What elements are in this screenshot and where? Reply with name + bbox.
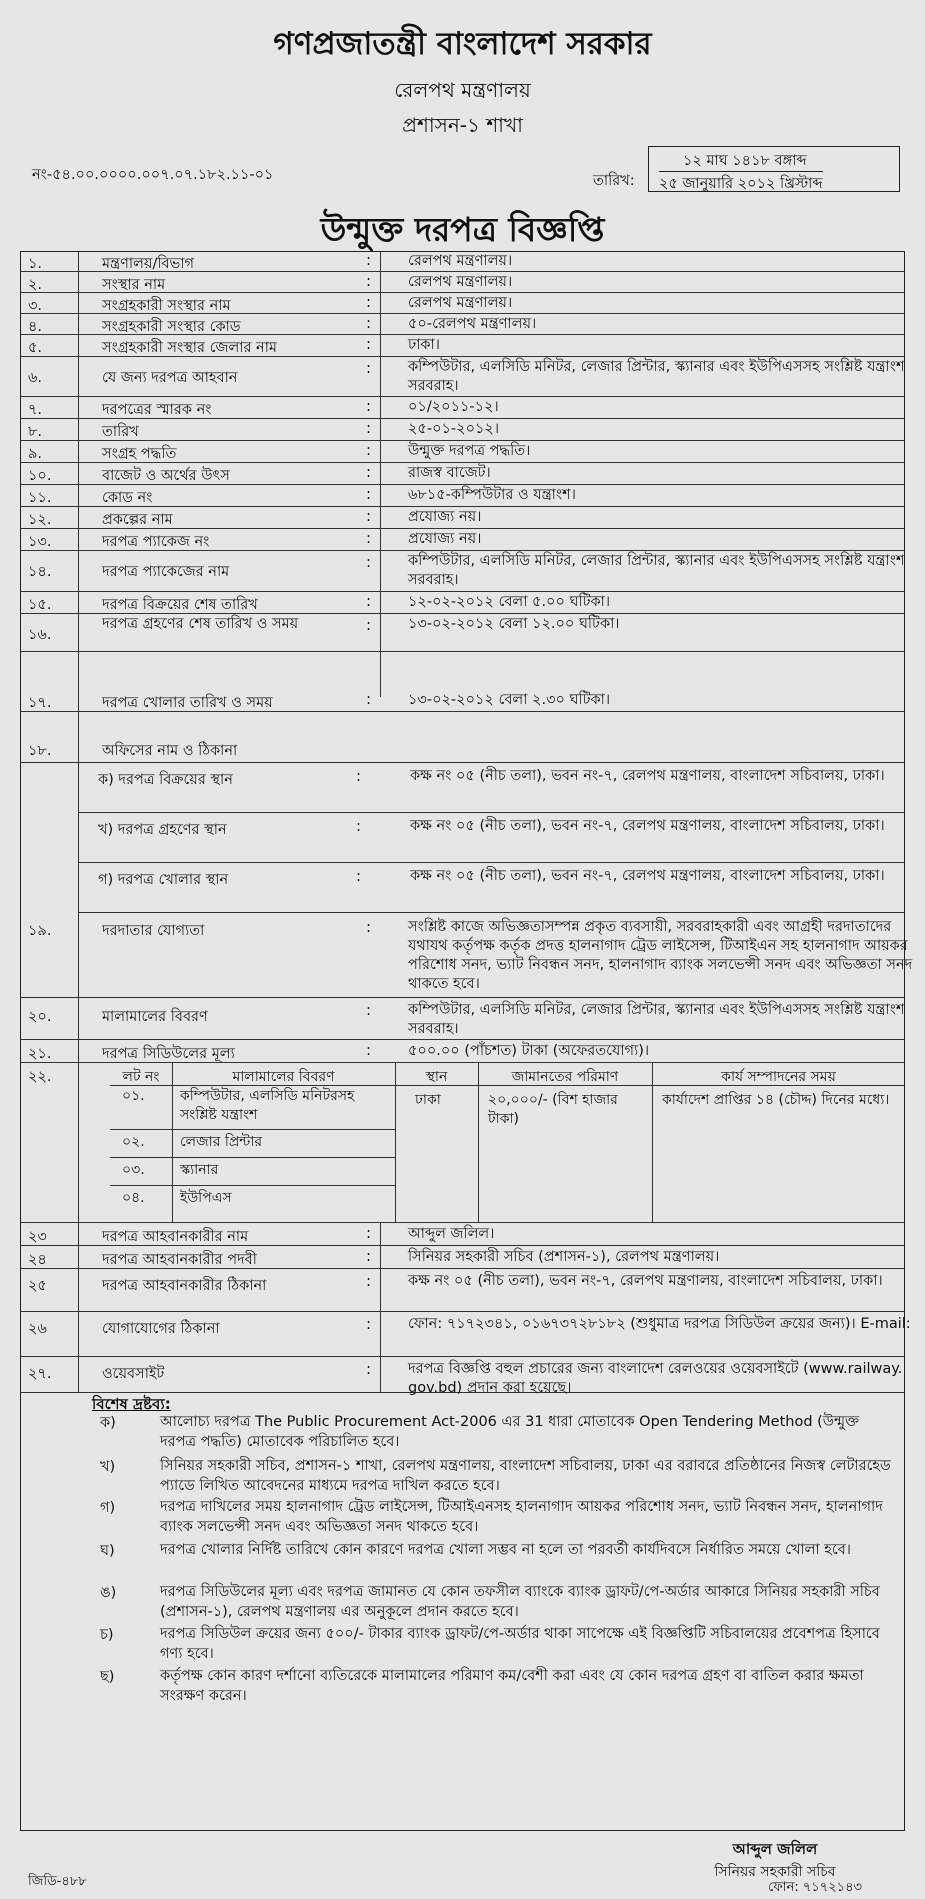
ministry-name: রেলপথ মন্ত্রণালয় bbox=[394, 78, 531, 102]
row-value: ৫০০.০০ (পাঁচশত) টাকা (অফেরতযোগ্য)। bbox=[408, 1043, 650, 1059]
office-item bbox=[78, 863, 905, 913]
row-colon: : bbox=[366, 335, 372, 353]
row-number: ১৭. bbox=[28, 695, 52, 711]
row-number: ১৬. bbox=[28, 627, 52, 643]
table-row bbox=[20, 1246, 905, 1269]
lots-time: কার্যাদেশ প্রাপ্তির ১৪ (চৌদ্দ) দিনের মধ্যে। bbox=[662, 1092, 890, 1108]
row-value: ফোন: ৭১৭২৩৪১, ০১৬৭৩৭২৮১৮২ (শুধুমাত্র দরপত্র সিডিউল ক্রয়ের জন্য)। E-mail: bbox=[408, 1316, 911, 1332]
row-colon: : bbox=[366, 293, 372, 311]
signature-name: আব্দুল জলিল bbox=[732, 1840, 818, 1858]
lot-number: ০৩. bbox=[122, 1162, 145, 1178]
row-number: ১২. bbox=[28, 512, 52, 528]
row-label: যোগাযোগের ঠিকানা bbox=[102, 1321, 220, 1337]
row-value: আব্দুল জলিল। bbox=[408, 1226, 495, 1242]
row-value: ০১/২০১১-১২। bbox=[408, 399, 499, 415]
row-colon: : bbox=[366, 1360, 372, 1378]
table-row bbox=[20, 690, 905, 712]
row-colon: : bbox=[356, 817, 362, 835]
date-gregorian: ২৫ জানুয়ারি ২০১২ খ্রিস্টাব্দ bbox=[659, 171, 823, 197]
row-label: দরপত্র গ্রহণের শেষ তারিখ ও সময় bbox=[102, 616, 299, 632]
lot-row bbox=[110, 1157, 395, 1186]
lot-row bbox=[110, 1129, 395, 1158]
row-colon: : bbox=[366, 918, 372, 936]
row-label: বাজেট ও অর্থের উৎস bbox=[102, 468, 230, 484]
row-number: ২৩ bbox=[28, 1229, 47, 1245]
note-key: ক) bbox=[100, 1415, 116, 1431]
row-number: ২৫ bbox=[28, 1278, 47, 1294]
row-number: ২২. bbox=[28, 1069, 52, 1085]
table-row bbox=[20, 1269, 905, 1312]
row-number: ২৬ bbox=[28, 1321, 47, 1337]
table-row bbox=[20, 293, 905, 314]
row-value: ২৫-০১-২০১২। bbox=[408, 421, 500, 437]
lot-desc: ইউপিএস bbox=[180, 1190, 232, 1206]
table-row bbox=[20, 314, 905, 335]
row-label: দরপত্রের স্মারক নং bbox=[102, 402, 212, 418]
row-value: রেলপথ মন্ত্রণালয়। bbox=[408, 253, 513, 269]
row-number: ৩. bbox=[28, 298, 43, 314]
table-row bbox=[20, 1223, 905, 1246]
table-row bbox=[20, 335, 905, 357]
office-item-value: কক্ষ নং ০৫ (নীচ তলা), ভবন নং-৭, রেলপথ মন্ত্রণালয়, বাংলাদেশ সচিবালয়, ঢাকা। bbox=[410, 818, 885, 834]
row-label: সংগ্রহ পদ্ধতি bbox=[102, 446, 177, 462]
row-colon: : bbox=[366, 690, 372, 708]
row-label: দরপত্র আহবানকারীর পদবী bbox=[102, 1252, 257, 1268]
table-row bbox=[20, 251, 905, 272]
office-item-label: খ) দরপত্র গ্রহণের স্থান bbox=[98, 822, 227, 838]
row-number: ৪. bbox=[28, 319, 43, 335]
row-number: ১০. bbox=[28, 468, 52, 484]
table-row bbox=[20, 529, 905, 551]
note-key: চ) bbox=[100, 1627, 114, 1643]
row-value: রেলপথ মন্ত্রণালয়। bbox=[408, 274, 513, 290]
note-key: ছ) bbox=[100, 1669, 115, 1685]
row-colon: : bbox=[366, 1272, 372, 1290]
row-number: ২৪ bbox=[28, 1252, 47, 1268]
table-row bbox=[20, 1040, 905, 1063]
note-text: কর্তৃপক্ষ কোন কারণ দর্শানো ব্যতিরেকে মালামালের পরিমাণ কম/বেশী করা এবং যে কোন দরপত্র গ্রহণ বা বাতিল করার ক্ষমতা সংরক্ষণ করেন। bbox=[160, 1668, 864, 1704]
row-value: সংশ্লিষ্ট কাজে অভিজ্ঞতাসম্পন্ন প্রকৃত ব্যবসায়ী, সরবরাহকারী এবং আগ্রহী দরদাতাদের যথাযথ কর্তৃপক্ষ কর্তৃক প্রদত্ত হালনাগাদ ট্রেড লাইসেন্স, টিআইএন সহ হালনাগাদ আয়কর পরিশোধ সনদ, ভ্যাট নিবন্ধন সনদ, হালনাগাদ ব্যাংক সলভেন্সী সনদ এবং অভিজ্ঞতা সনদ থাকতে হবে। bbox=[408, 919, 913, 992]
row-number: ৯. bbox=[28, 446, 43, 462]
row-label: যে জন্য দরপত্র আহবান bbox=[102, 370, 238, 386]
row-number: ১৫. bbox=[28, 597, 52, 613]
lot-number: ০১. bbox=[122, 1088, 145, 1104]
row-value: ১২-০২-২০১২ বেলা ৫.০০ ঘটিকা। bbox=[408, 594, 611, 610]
table-row bbox=[20, 592, 905, 614]
branch-name: প্রশাসন-১ শাখা bbox=[402, 113, 523, 137]
row-number: ৮. bbox=[28, 424, 43, 440]
row-colon: : bbox=[366, 616, 372, 634]
note-text: দরপত্র সিডিউল ক্রয়ের জন্য ৫০০/- টাকার ব্যাংক ড্রাফট/পে-অর্ডার থাকা সাপেক্ষে এই বিজ্ঞপ্তিটি সচিবালয়ের প্রবেশপত্র হিসাবে গণ্য হবে। bbox=[160, 1626, 880, 1662]
row-number: ১৮. bbox=[28, 743, 52, 759]
row-label: কোড নং bbox=[102, 490, 153, 506]
row-value: রাজস্ব বাজেট। bbox=[408, 465, 491, 481]
date-bangla: ১২ মাঘ ১৪১৮ বঙ্গাব্দ bbox=[683, 153, 807, 169]
row-label: তারিখ bbox=[102, 424, 139, 440]
table-row bbox=[20, 735, 905, 763]
notice-title: উন্মুক্ত দরপত্র বিজ্ঞপ্তি bbox=[320, 210, 605, 249]
table-row bbox=[20, 419, 905, 441]
row-colon: : bbox=[366, 1315, 372, 1333]
date-label: তারিখ: bbox=[593, 173, 635, 189]
row-number: ১৪. bbox=[28, 564, 52, 580]
row-label: দরপত্র আহবানকারীর নাম bbox=[102, 1229, 249, 1245]
table-row bbox=[20, 551, 905, 592]
table-row bbox=[20, 397, 905, 419]
row-colon: : bbox=[356, 867, 362, 885]
lots-header-time: কার্য সম্পাদনের সময় bbox=[721, 1069, 836, 1085]
row-number: ৬. bbox=[28, 370, 43, 386]
signature-phone: ফোন: ৭১৭২১৪৩ bbox=[768, 1880, 862, 1895]
lot-row bbox=[110, 1085, 395, 1130]
lot-row bbox=[110, 1185, 395, 1223]
row-value: ১৩-০২-২০১২ বেলা ১২.০০ ঘটিকা। bbox=[408, 616, 620, 632]
row-value: রেলপথ মন্ত্রণালয়। bbox=[408, 295, 513, 311]
col-divider bbox=[380, 1223, 381, 1393]
row-number: ২. bbox=[28, 277, 43, 293]
lot-desc: লেজার প্রিন্টার bbox=[180, 1134, 263, 1150]
row-colon: : bbox=[366, 507, 372, 525]
lot-number: ০২. bbox=[122, 1134, 145, 1150]
office-item-label: গ) দরপত্র খোলার স্থান bbox=[98, 872, 229, 888]
row-label: অফিসের নাম ও ঠিকানা bbox=[102, 743, 238, 759]
office-item-value: কক্ষ নং ০৫ (নীচ তলা), ভবন নং-৭, রেলপথ মন্ত্রণালয়, বাংলাদেশ সচিবালয়, ঢাকা। bbox=[410, 868, 885, 884]
row-colon: : bbox=[366, 419, 372, 437]
note-key: গ) bbox=[100, 1500, 116, 1516]
govt-title: গণপ্রজাতন্ত্রী বাংলাদেশ সরকার bbox=[273, 26, 652, 62]
table-row bbox=[20, 1357, 905, 1396]
note-key: ঙ) bbox=[100, 1585, 117, 1601]
row-label: প্রকল্পের নাম bbox=[102, 512, 173, 528]
office-item-label: ক) দরপত্র বিক্রয়ের স্থান bbox=[98, 772, 233, 788]
lots-header-lot: লট নং bbox=[122, 1069, 160, 1085]
note-text: সিনিয়র সহকারী সচিব, প্রশাসন-১ শাখা, রেলপথ মন্ত্রণালয়, বাংলাদেশ সচিবালয়, ঢাকা এর বরাবরে প্রতিষ্ঠানের নিজস্ব লেটারহেড প্যাডে লিখিত আবেদনের মাধ্যমে দরপত্র দাখিল করতে হবে। bbox=[160, 1458, 891, 1494]
row-value: কম্পিউটার, এলসিডি মনিটর, লেজার প্রিন্টার, স্ক্যানার এবং ইউপিএসসহ সংশ্লিষ্ট যন্ত্রাংশ সরবরাহ। bbox=[408, 359, 905, 394]
table-row bbox=[20, 614, 905, 652]
row-colon: : bbox=[356, 767, 362, 785]
row-number: ৫. bbox=[28, 340, 43, 356]
lot-number: ০৪. bbox=[122, 1190, 145, 1206]
notes-title: বিশেষ দ্রষ্টব্য: bbox=[92, 1395, 171, 1413]
lots-header-place: স্থান bbox=[425, 1069, 448, 1085]
note-text: দরপত্র সিডিউলের মূল্য এবং দরপত্র জামানত যে কোন তফসীল ব্যাংকে ব্যাংক ড্রাফট/পে-অর্ডার আকারে সিনিয়র সহকারী সচিব (প্রশাসন-১), রেলপথ মন্ত্রণালয় এর অনুকূলে প্রদান করতে হবে। bbox=[160, 1584, 880, 1620]
table-row bbox=[20, 441, 905, 463]
row-number: ১৩. bbox=[28, 534, 52, 550]
row-value: সিনিয়র সহকারী সচিব (প্রশাসন-১), রেলপথ মন্ত্রণালয়। bbox=[408, 1249, 720, 1265]
table-row bbox=[20, 998, 905, 1040]
row-colon: : bbox=[366, 463, 372, 481]
row-colon: : bbox=[366, 251, 372, 269]
office-item bbox=[78, 813, 905, 863]
row-value: ১৩-০২-২০১২ বেলা ২.৩০ ঘটিকা। bbox=[408, 692, 611, 708]
row-colon: : bbox=[366, 592, 372, 610]
row-value: উন্মুক্ত দরপত্র পদ্ধতি। bbox=[408, 443, 531, 459]
row-value: কম্পিউটার, এলসিডি মনিটর, লেজার প্রিন্টার, স্ক্যানার এবং ইউপিএসসহ সংশ্লিষ্ট যন্ত্রাংশ সরবরাহ। bbox=[408, 553, 905, 588]
table-row bbox=[20, 272, 905, 293]
row-label: সংগ্রহকারী সংস্থার নাম bbox=[102, 298, 231, 314]
footer-code: জিডি-৪৮৮ bbox=[28, 1874, 87, 1889]
row-label: দরপত্র বিক্রয়ের শেষ তারিখ bbox=[102, 597, 258, 613]
row-label: মন্ত্রণালয়/বিভাগ bbox=[102, 256, 195, 272]
col-divider bbox=[78, 1223, 79, 1393]
row-colon: : bbox=[366, 1247, 372, 1265]
table-row bbox=[20, 485, 905, 507]
row-label: সংগ্রহকারী সংস্থার কোড bbox=[102, 319, 241, 335]
note-text: দরপত্র দাখিলের সময় হালনাগাদ ট্রেড লাইসেন্স, টিআইএনসহ হালনাগাদ আয়কর পরিশোধ সনদ, ভ্যাট নিবন্ধন সনদ, হালনাগাদ ব্যাংক সলভেন্সী সনদ এবং অভিজ্ঞতা সনদ থাকতে হবে। bbox=[160, 1499, 883, 1535]
signature-designation: সিনিয়র সহকারী সচিব bbox=[714, 1864, 836, 1880]
note-text: আলোচ্য দরপত্র The Public Procurement Act-2006 এর 31 ধারা মোতাবেক Open Tendering Method (উন্মুক্ত দরপত্র পদ্ধতি) মোতাবেক পরিচালিত হবে। bbox=[160, 1414, 860, 1450]
row-colon: : bbox=[366, 1224, 372, 1242]
row-colon: : bbox=[366, 441, 372, 459]
row-value: ঢাকা। bbox=[408, 337, 440, 353]
row-label: দরপত্র আহবানকারীর ঠিকানা bbox=[102, 1278, 267, 1294]
row-number: ৭. bbox=[28, 402, 43, 418]
row-label: সংস্থার নাম bbox=[102, 277, 166, 293]
row-number: ১. bbox=[28, 256, 43, 272]
table-row bbox=[20, 357, 905, 397]
row-label: দরপত্র খোলার তারিখ ও সময় bbox=[102, 695, 273, 711]
row-colon: : bbox=[366, 314, 372, 332]
row-label: সংগ্রহকারী সংস্থার জেলার নাম bbox=[102, 340, 277, 356]
table-row bbox=[20, 507, 905, 529]
note-key: ঘ) bbox=[100, 1543, 115, 1559]
row-colon: : bbox=[366, 529, 372, 547]
table-row bbox=[20, 1312, 911, 1357]
lots-place: ঢাকা bbox=[415, 1092, 441, 1108]
row-colon: : bbox=[366, 359, 372, 377]
row-number: ১১. bbox=[28, 490, 52, 506]
date-box bbox=[648, 146, 900, 192]
row-label: দরদাতার যোগ্যতা bbox=[102, 923, 205, 939]
row-value: কম্পিউটার, এলসিডি মনিটর, লেজার প্রিন্টার, স্ক্যানার এবং ইউপিএসসহ সংশ্লিষ্ট যন্ত্রাংশ সরবরাহ। bbox=[408, 1002, 905, 1037]
row-number: ২৭. bbox=[28, 1366, 52, 1382]
row-label: দরপত্র সিডিউলের মূল্য bbox=[102, 1046, 235, 1062]
row-label: দরপত্র প্যাকেজ নং bbox=[102, 534, 210, 550]
row-colon: : bbox=[366, 272, 372, 290]
row-number: ২১. bbox=[28, 1046, 52, 1062]
lot-desc: কম্পিউটার, এলসিডি মনিটরসহ সংশ্লিষ্ট যন্ত্রাংশ bbox=[180, 1088, 355, 1123]
row-value: কক্ষ নং ০৫ (নীচ তলা), ভবন নং-৭, রেলপথ মন্ত্রণালয়, বাংলাদেশ সচিবালয়, ঢাকা। bbox=[408, 1273, 883, 1289]
lots-header-desc: মালামালের বিবরণ bbox=[232, 1069, 335, 1085]
office-item-value: কক্ষ নং ০৫ (নীচ তলা), ভবন নং-৭, রেলপথ মন্ত্রণালয়, বাংলাদেশ সচিবালয়, ঢাকা। bbox=[410, 768, 885, 784]
row-value: দরপত্র বিজ্ঞপ্তি বহুল প্রচারের জন্য বাংলাদেশ রেলওয়ের ওয়েবসাইটে (www.railway. gov.bd) প্রদান করা হয়েছে। bbox=[408, 1361, 903, 1396]
note-text: দরপত্র খোলার নির্দিষ্ট তারিখে কোন কারণে দরপত্র খোলা সম্ভব না হলে তা পরবর্তী কার্যদিবসে নির্ধারিত সময়ে খোলা হবে। bbox=[160, 1542, 851, 1558]
row-value: ৫০-রেলপথ মন্ত্রণালয়। bbox=[408, 316, 537, 332]
office-item bbox=[78, 763, 905, 813]
row-colon: : bbox=[366, 553, 372, 571]
row-value: প্রযোজ্য নয়। bbox=[408, 509, 482, 525]
lots-table bbox=[20, 1063, 905, 1223]
row-number: ১৯. bbox=[28, 923, 52, 939]
row-colon: : bbox=[366, 1001, 372, 1019]
row-colon: : bbox=[366, 397, 372, 415]
row-colon: : bbox=[366, 1041, 372, 1059]
memo-number: নং-৫৪.০০.০০০০.০০৭.০৭.১৮২.১১-০১ bbox=[32, 167, 274, 183]
row-number: ২০. bbox=[28, 1009, 52, 1025]
table-row bbox=[20, 463, 905, 485]
lots-security: ২০,০০০/- (বিশ হাজার টাকা) bbox=[488, 1092, 618, 1127]
lots-header-security: জামানতের পরিমাণ bbox=[511, 1069, 619, 1085]
row-label: মালামালের বিবরণ bbox=[102, 1009, 208, 1025]
row-label: দরপত্র প্যাকেজের নাম bbox=[102, 564, 230, 580]
row-value: প্রযোজ্য নয়। bbox=[408, 531, 482, 547]
row-label: ওয়েবসাইট bbox=[102, 1366, 165, 1382]
lot-desc: স্ক্যানার bbox=[180, 1162, 219, 1178]
table-row bbox=[20, 913, 913, 998]
row-value: ৬৮১৫-কম্পিউটার ও যন্ত্রাংশ। bbox=[408, 487, 576, 503]
note-key: খ) bbox=[100, 1459, 116, 1475]
row-colon: : bbox=[366, 485, 372, 503]
